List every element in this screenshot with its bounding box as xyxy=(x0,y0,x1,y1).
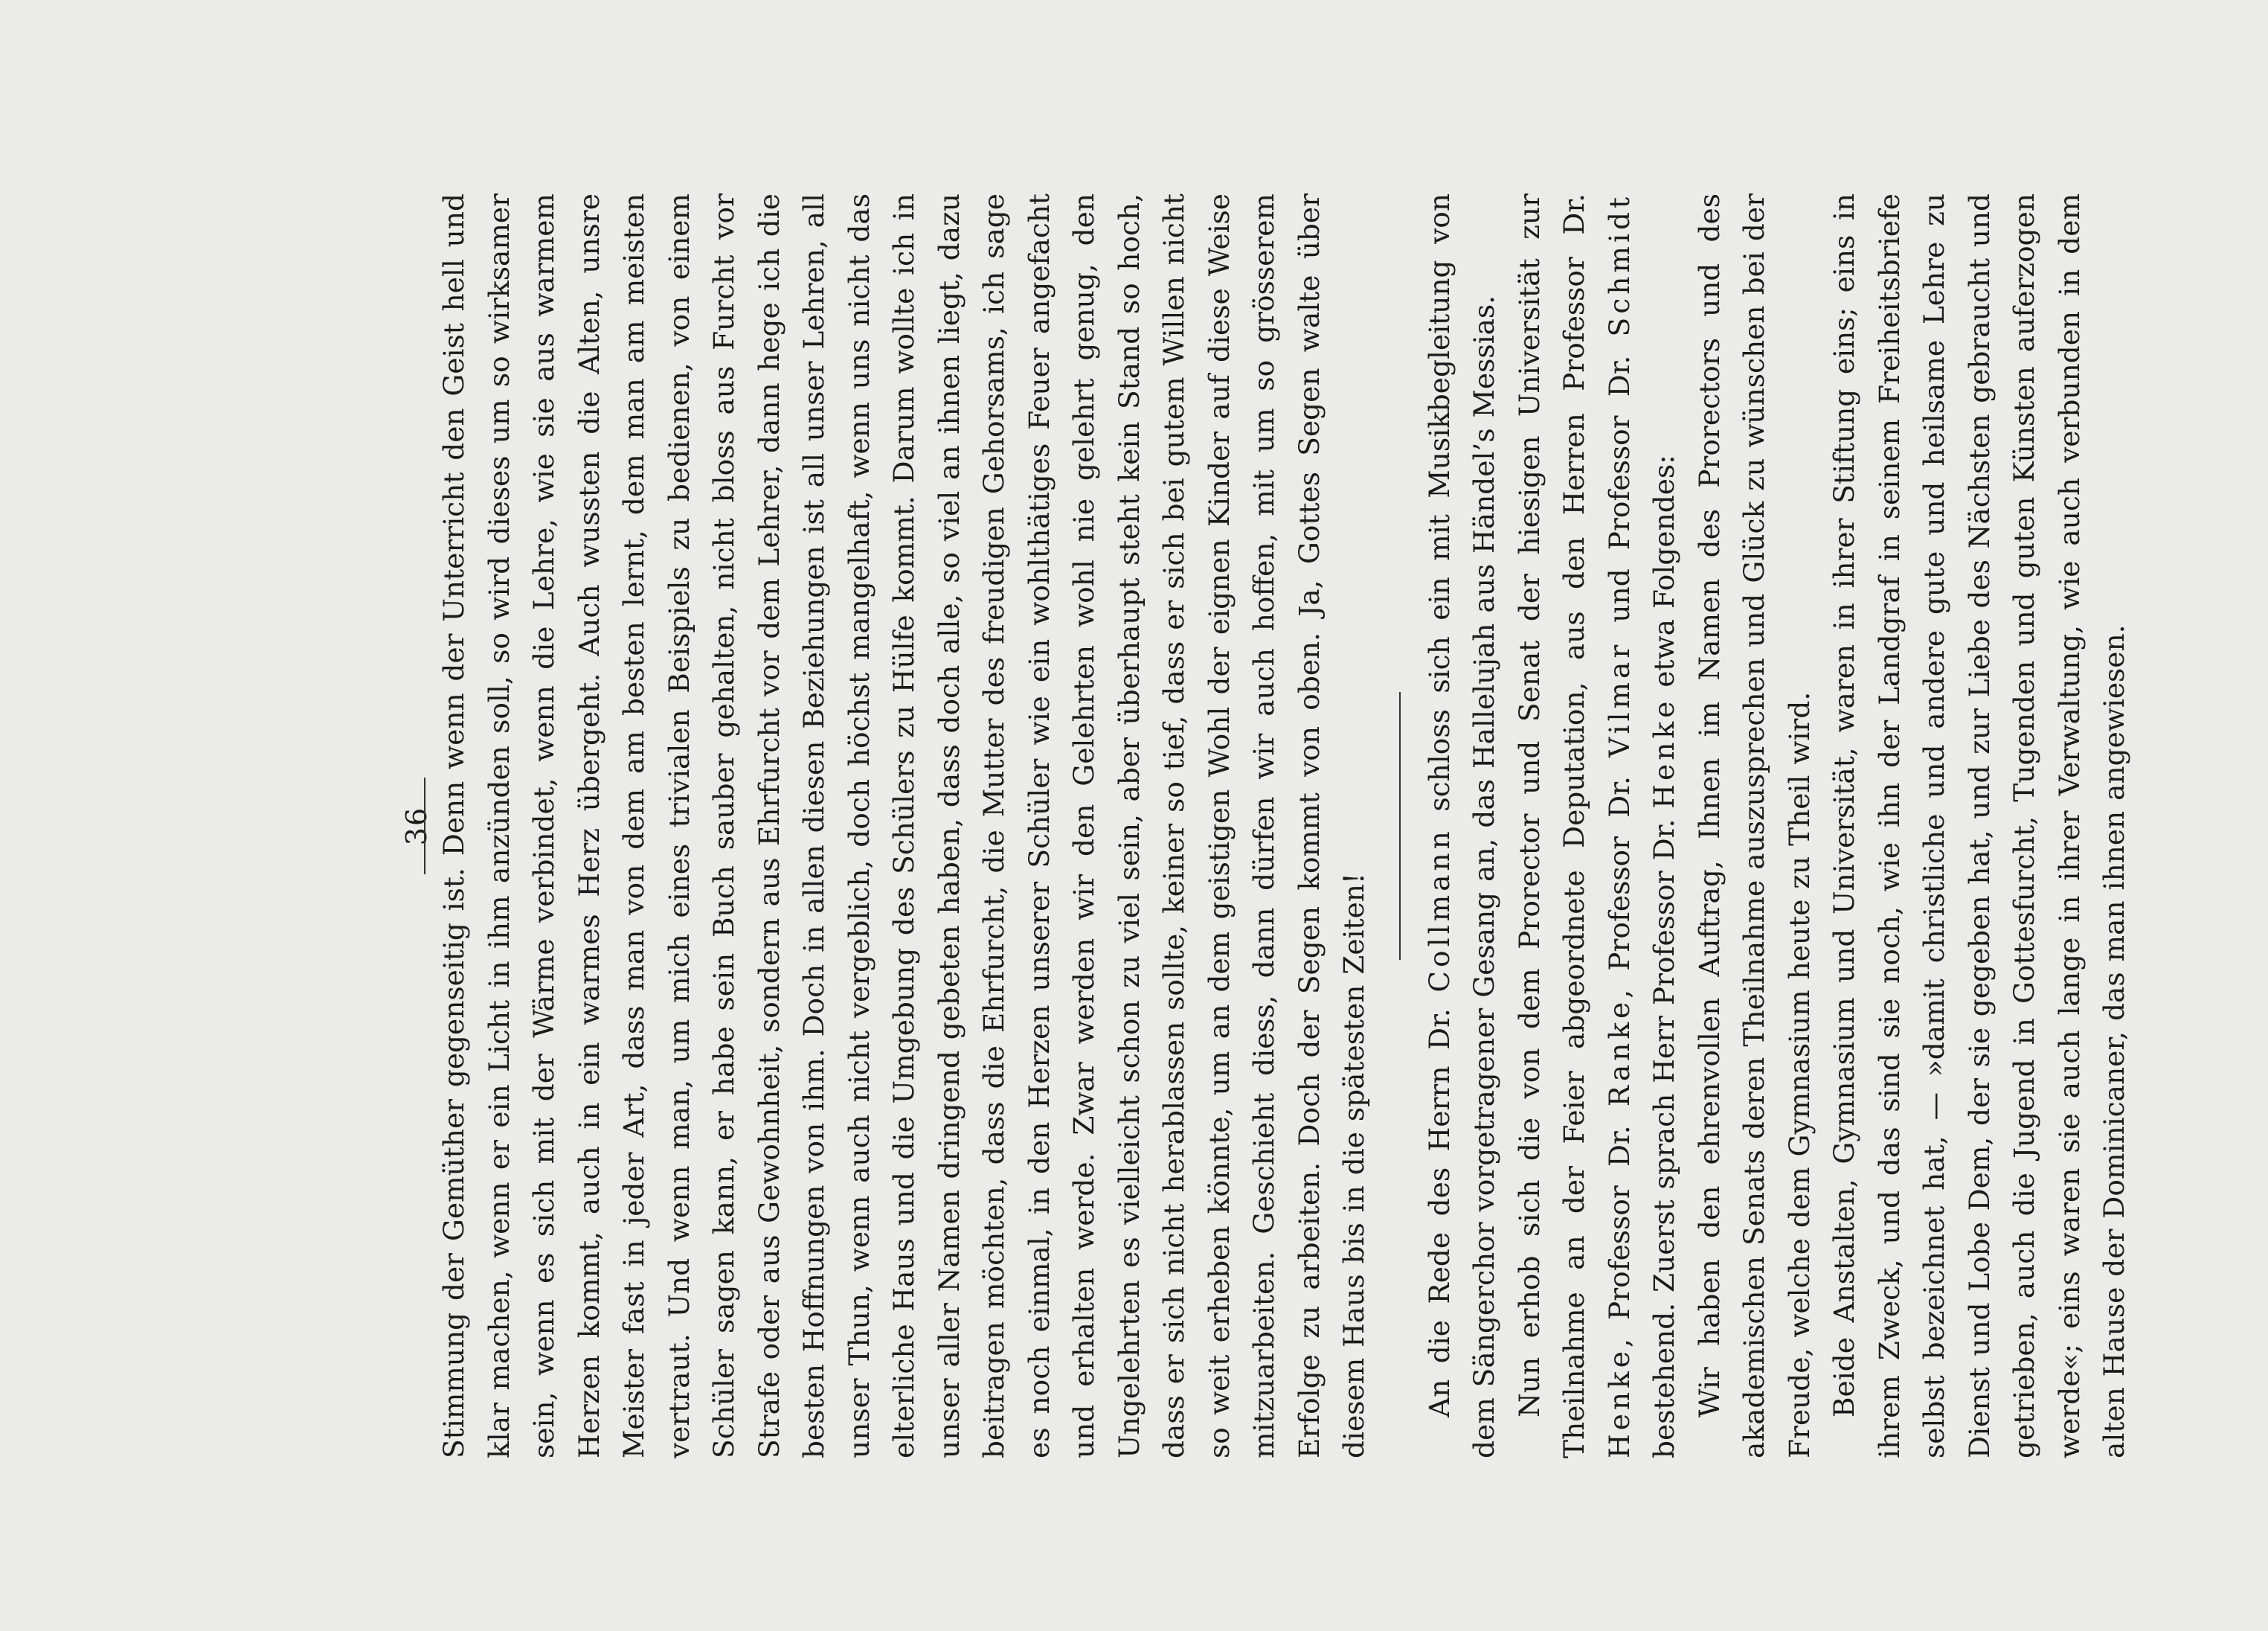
rotated-text-block xyxy=(394,193,2130,1458)
name-henke: Henke xyxy=(1602,1348,1636,1458)
deputation-mid2: , Professor Dr. xyxy=(1602,776,1636,999)
deputation-mid1: , Professor Dr. xyxy=(1602,1125,1636,1348)
paragraph-stimmung: Stimmung der Gemüther gegenseitig ist. Denn wenn der Unterricht den Geist hell und klar machen, wenn er ein Licht in ihm anzünden soll, so wird dieses um so wirksamer sein, wenn es sich mit der Wärme verbindet, wenn die Lehre, wie sie aus warmem Herzen kommt, auch in ein warmes Herz übergeht. Auch wussten die Alten, unsre Meister fast in jeder Art, dass man von dem am besten lernt, dem man am meisten vertraut. Und wenn man, um mich eines trivialen Beispiels zu bedienen, von einem Schüler sagen kann, er habe sein Buch sauber gehalten, nicht bloss aus Furcht vor Strafe oder aus Gewohnheit, sondern aus Ehrfurcht vor dem Lehrer, dann hege ich die besten Hoffnungen von ihm. Doch in allen diesen Beziehungen ist all unser Lehren, all unser Thun, wenn auch nicht vergeblich, doch höchst mangelhaft, wenn uns nicht das elterliche Haus und die Umgebung des Schülers zu Hülfe kommt. Darum wollte ich in unser aller Namen dringend gebeten haben, dass doch alle, so viel an ihnen liegt, dazu beitragen möchten, dass die Ehrfurcht, die Mutter des freudigen Gehorsams, ich sage es noch einmal, in den Herzen unserer Schüler wie ein wohlthätiges Feuer angefacht und erhalten werde. Zwar werden wir den Gelehrten wohl nie gelehrt genug, den Ungelehrten es vielleicht schon zu viel sein, aber überhaupt steht kein Stand so hoch, dass er sich nicht herablassen sollte, keiner so tief, dass er sich bei gutem Willen nicht so weit erheben könnte, um an dem geistigen Wohl der eignen Kinder auf diese Weise mitzuarbeiten. Geschieht diess, dann dürfen wir auch hoffen, mit um so grösserem Erfolge zu arbeiten. Doch der Segen kommt von oben. Ja, Gottes Segen walte über diesem Haus bis in die spätesten Zeiten! xyxy=(437,193,1370,1458)
paragraph-collmann xyxy=(1417,193,1507,1458)
paragraph-anstalten: Beide Anstalten, Gymnasium und Universität, waren in ihrer Stiftung eins; eins in ihrem Zweck, und das sind sie noch, wie ihn der Landgraf in seinem Freiheitsbriefe selbst bezeichnet hat, — »damit christliche und andere gute und heilsame Lehre zu Dienst und Lobe Dem, der sie gegeben hat, und zur Liebe des Nächsten gebraucht und getrieben, auch die Jugend in Gottesfurcht, Tugenden und guten Künsten auferzogen werde«; eins waren sie auch lange in ihrer Verwaltung, wie auch verbunden in dem alten Hause der Dominicaner, das man ihnen angewiesen. xyxy=(1828,193,2130,1458)
name-vilmar: Vilmar xyxy=(1602,641,1636,757)
paragraph-collmann-pre: An die Rede des Herrn Dr. xyxy=(1422,1008,1456,1417)
name-schmidt: Schmidt xyxy=(1602,193,1636,337)
name-ranke: Ranke xyxy=(1602,998,1636,1107)
paragraph-auftrag: Wir haben den ehrenvollen Auftrag, Ihnen im Namen des Prorectors und des akademischen Senats deren Theilnahme auszusprechen und Glück zu wünschen bei der Freude, welche dem Gymnasium heute zu Theil wird. xyxy=(1692,193,1816,1458)
paragraph-deputation xyxy=(1507,193,1687,1458)
page-number-rule xyxy=(424,778,425,874)
deputation-mid4: bestehend. Zuerst sprach Herr Professor Dr. xyxy=(1648,818,1680,1458)
name-henke-2: Henke xyxy=(1648,697,1680,809)
deputation-mid3: und Professor Dr. xyxy=(1602,355,1636,623)
deputation-pre: Nun erhob sich die von dem Prorector und Senat der hiesigen Universität zur Theilnahme an der Feier abgeordnete Deputation, aus den Herren Professor Dr. xyxy=(1512,193,1590,1458)
name-collmann: Collmann xyxy=(1422,827,1456,993)
section-divider xyxy=(1399,692,1401,960)
body-text xyxy=(431,193,2137,1458)
page-number: 36 xyxy=(400,806,433,846)
paragraph-collmann-post: schloss sich ein mit Musikbegleitung von dem Sängerchor vorgetragener Gesang an, das Hallelujah aus Händel’s Messias. xyxy=(1422,193,1500,1458)
deputation-post: etwa Folgendes: xyxy=(1648,455,1680,688)
